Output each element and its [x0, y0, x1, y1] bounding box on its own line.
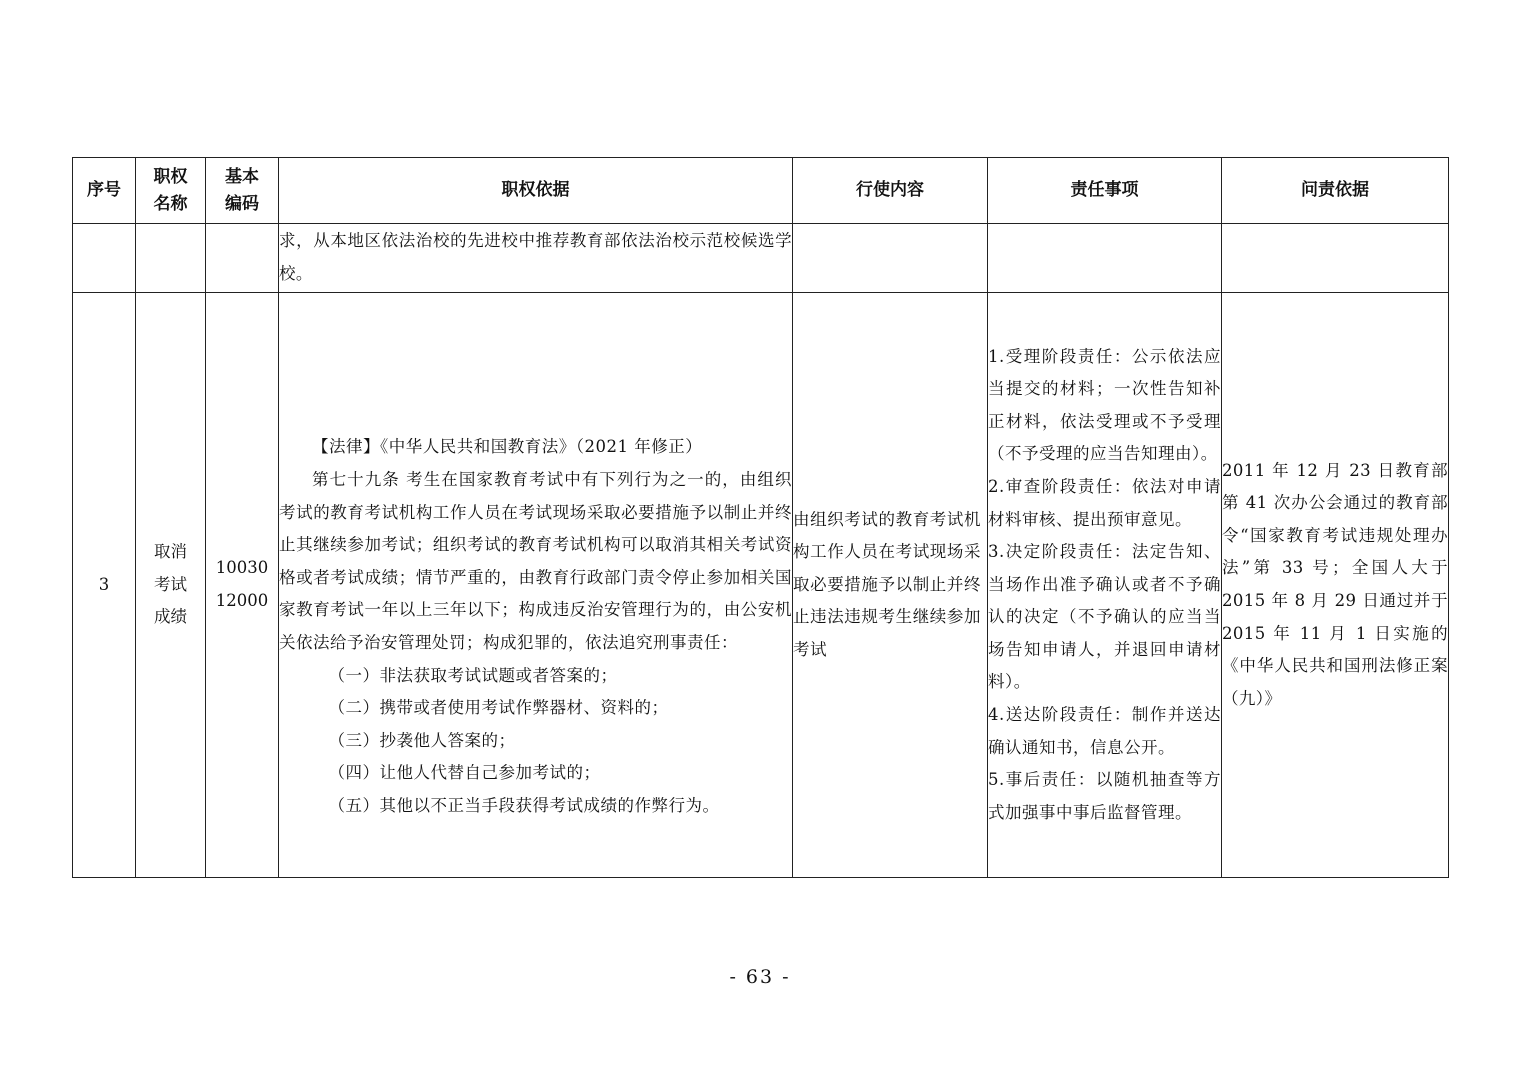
basis-title: 【法律】《中华人民共和国教育法》（2021 年修正）	[312, 437, 703, 457]
header-code: 基本 编码	[206, 158, 279, 224]
header-accountability: 问责依据	[1222, 158, 1449, 224]
duty-item: 3.决定阶段责任：法定告知、当场作出准予确认或者不予确认的决定（不予确认的应当当场告知申请人，并退回申请材料）。	[988, 542, 1221, 692]
accountability-cell	[1222, 293, 1449, 878]
basis-item: （一）非法获取考试试题或者答案的；	[328, 665, 618, 685]
basis-item: （三）抄袭他人答案的；	[328, 730, 516, 750]
basis-item: （二）携带或者使用考试作弊器材、资料的；	[328, 698, 669, 718]
duty-item: 4.送达阶段责任：制作并送达确认通知书，信息公开。	[988, 705, 1221, 757]
basis-article: 第七十九条 考生在国家教育考试中有下列行为之一的，由组织考试的教育考试机构工作人员在考试现场采取必要措施予以制止并终止其继续参加考试；组织考试的教育考试机构可以取消其相关考试资格或者考试成绩；情节严重的，由教育行政部门责令停止参加相关国家教育考试一年以上三年以下；构成违反治安管理行为的，由公安机关依法给予治安管理处罚；构成犯罪的，依法追究刑事责任：	[279, 470, 792, 652]
header-seq: 序号	[73, 158, 136, 224]
duties-cell	[988, 293, 1222, 878]
basis-item: （五）其他以不正当手段获得考试成绩的作弊行为。	[328, 795, 720, 815]
basis-item: （四）让他人代替自己参加考试的；	[328, 763, 601, 783]
header-duties: 责任事项	[988, 158, 1222, 224]
duty-item: 5.事后责任：以随机抽查等方式加强事中事后监督管理。	[988, 770, 1221, 822]
authority-name: 取消考试成绩	[153, 542, 187, 627]
accountability-text: 2011 年 12 月 23 日教育部第 41 次办公会通过的教育部令“国家教育考试违规处理办法”第 33 号；全国人大于 2015 年 8 月 29 日通过并于 2015 年 11 月 1 日实施的《中华人民共和国刑法修正案（九）》	[1222, 460, 1448, 708]
authority-table	[72, 157, 1449, 878]
seq-cell: 3	[73, 293, 136, 878]
cont-exercise-cell	[793, 224, 988, 293]
authority-name-cell	[136, 293, 206, 878]
cont-duties-cell	[988, 224, 1222, 293]
code-cell	[206, 293, 279, 878]
duty-item: 1.受理阶段责任：公示依法应当提交的材料；一次性告知补正材料，依法受理或不予受理（不予受理的应当告知理由）。	[988, 346, 1221, 464]
basis-cell	[279, 293, 793, 878]
duty-item: 2.审查阶段责任：依法对申请材料审核、提出预审意见。	[988, 476, 1221, 529]
cont-name-cell	[136, 224, 206, 293]
table-row-3	[73, 293, 1449, 878]
table-row-continuation	[73, 224, 1449, 293]
header-basis: 职权依据	[279, 158, 793, 224]
code-line-2: 12000	[215, 591, 269, 610]
page-number: - 63 -	[729, 966, 791, 988]
header-name: 职权 名称	[136, 158, 206, 224]
code-line-1: 10030	[215, 558, 269, 578]
cont-code-cell	[206, 224, 279, 293]
header-exercise: 行使内容	[793, 158, 988, 224]
cont-seq-cell	[73, 224, 136, 293]
cont-basis-cell: 求，从本地区依法治校的先进校中推荐教育部依法治校示范校候选学校。	[279, 224, 793, 293]
exercise-cell: 由组织考试的教育考试机构工作人员在考试现场采取必要措施予以制止并终止违法违规考生继续参加考试	[793, 293, 988, 878]
header-row	[73, 158, 1449, 224]
cont-accountability-cell	[1222, 224, 1449, 293]
